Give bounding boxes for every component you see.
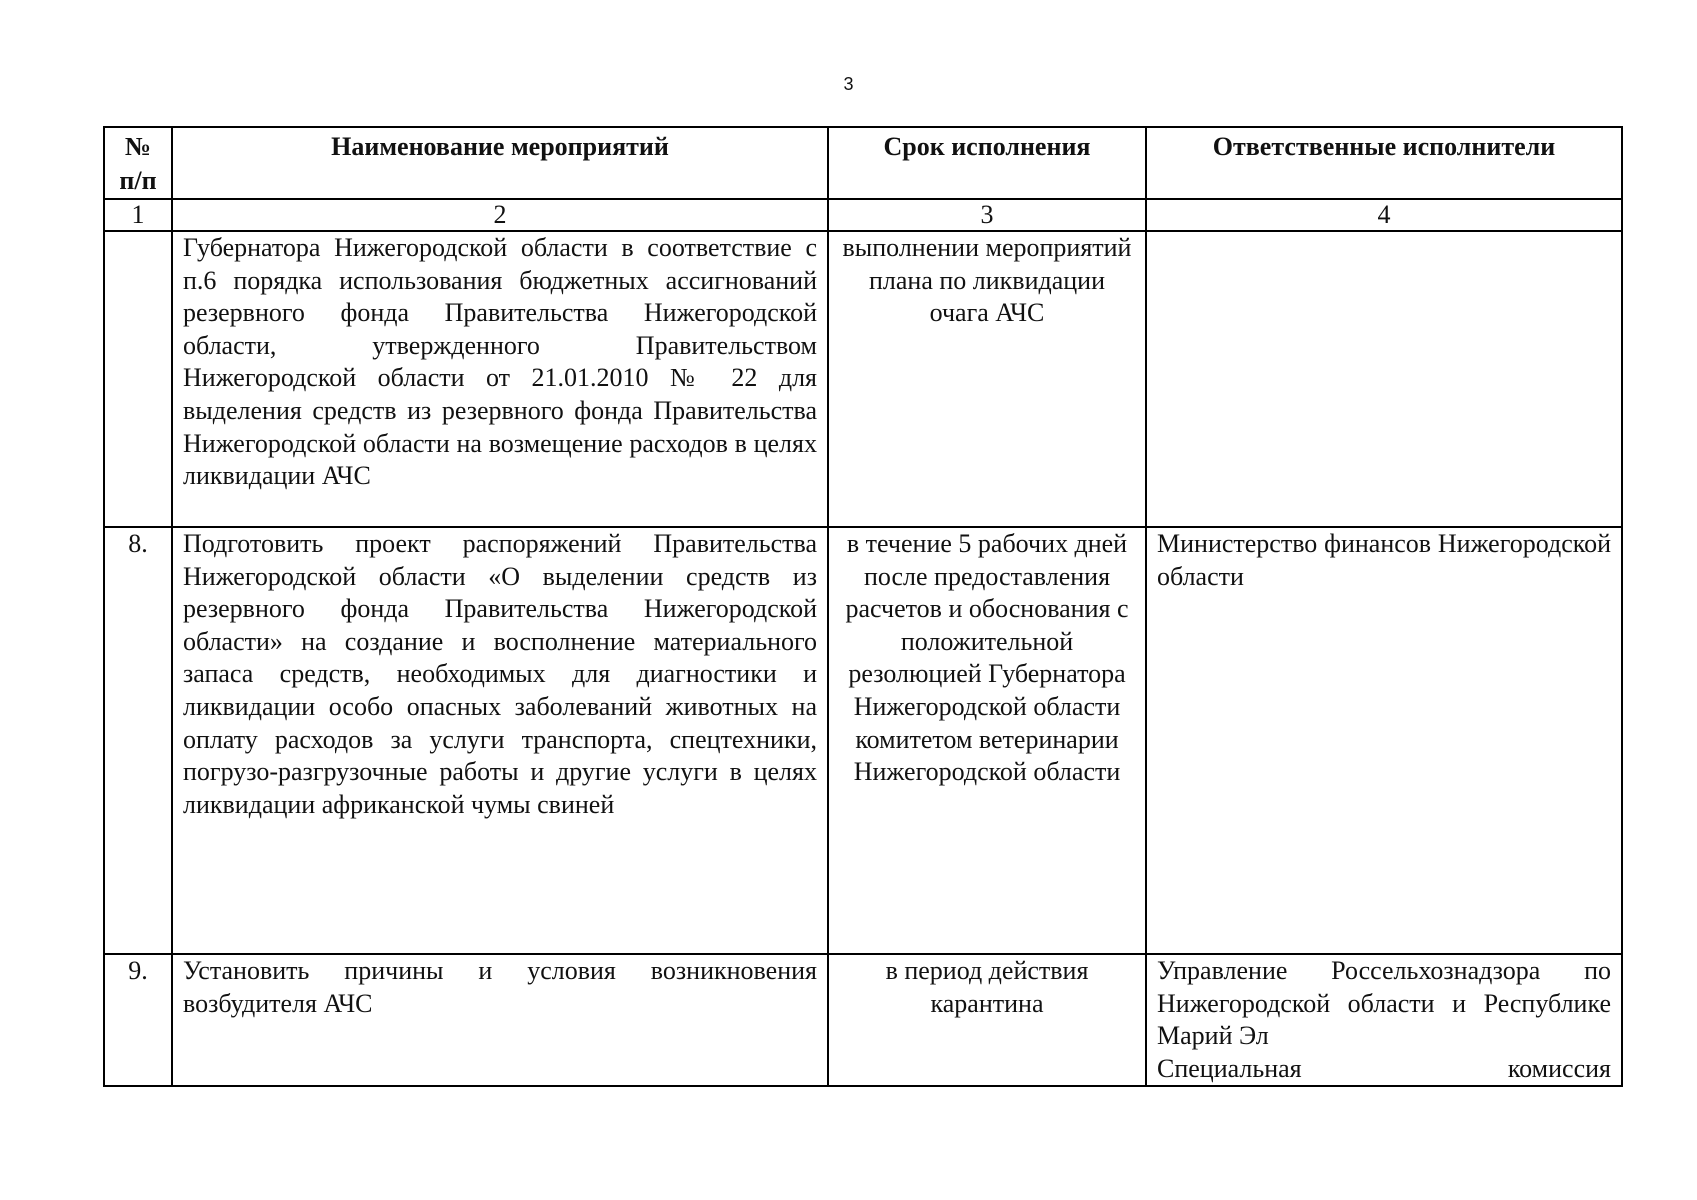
- header-responsible: Ответственные исполнители: [1146, 127, 1622, 199]
- column-number-row: [104, 199, 1622, 231]
- table-row: [104, 954, 1622, 1086]
- column-number: 3: [828, 199, 1146, 231]
- responsible-line: Управление Россельхознадзора по Нижегородской области и Республике Марий Эл: [1157, 956, 1611, 1051]
- table-row: [104, 231, 1622, 527]
- measure-term: выполнении мероприятий плана по ликвидации очага АЧС: [828, 231, 1146, 527]
- measure-term: в период действия карантина: [828, 954, 1146, 1086]
- table-row: [104, 527, 1622, 954]
- row-number: 8.: [104, 527, 172, 954]
- header-term: Срок исполнения: [828, 127, 1146, 199]
- measures-table: [103, 126, 1623, 1087]
- measure-responsible: [1146, 231, 1622, 527]
- header-num: № п/п: [104, 127, 172, 199]
- measure-name: Подготовить проект распоряжений Правительства Нижегородской области «О выделении средств из резервного фонда Правительства Нижегородской области» на создание и восполнение материального запаса средств, необходимых для диагностики и ликвидации особо опасных заболеваний животных на оплату расходов за услуги транспорта, спецтехники, погрузо-разгрузочные работы и другие услуги в целях ликвидации африканской чумы свиней: [172, 527, 828, 954]
- responsible-line: Специальная комиссия: [1157, 1053, 1611, 1083]
- header-name: Наименование мероприятий: [172, 127, 828, 199]
- measure-name: Установить причины и условия возникновения возбудителя АЧС: [172, 954, 828, 1086]
- column-number: 1: [104, 199, 172, 231]
- measure-name: Губернатора Нижегородской области в соответствие с п.6 порядка использования бюджетных ассигнований резервного фонда Правительства Нижегородской области, утвержденного Правительством Нижегородской области от 21.01.2010 № 22 для выделения средств из резервного фонда Правительства Нижегородской области на возмещение расходов в целях ликвидации АЧС: [172, 231, 828, 527]
- measure-responsible: Министерство финансов Нижегородской области: [1146, 527, 1622, 954]
- measure-term: в течение 5 рабочих дней после предоставления расчетов и обоснования с положительной резолюцией Губернатора Нижегородской области комитетом ветеринарии Нижегородской области: [828, 527, 1146, 954]
- page-number: 3: [843, 74, 854, 94]
- column-number: 2: [172, 199, 828, 231]
- row-number: 9.: [104, 954, 172, 1086]
- column-number: 4: [1146, 199, 1622, 231]
- measure-responsible: [1146, 954, 1622, 1086]
- row-number: [104, 231, 172, 527]
- table-header-row: [104, 127, 1622, 199]
